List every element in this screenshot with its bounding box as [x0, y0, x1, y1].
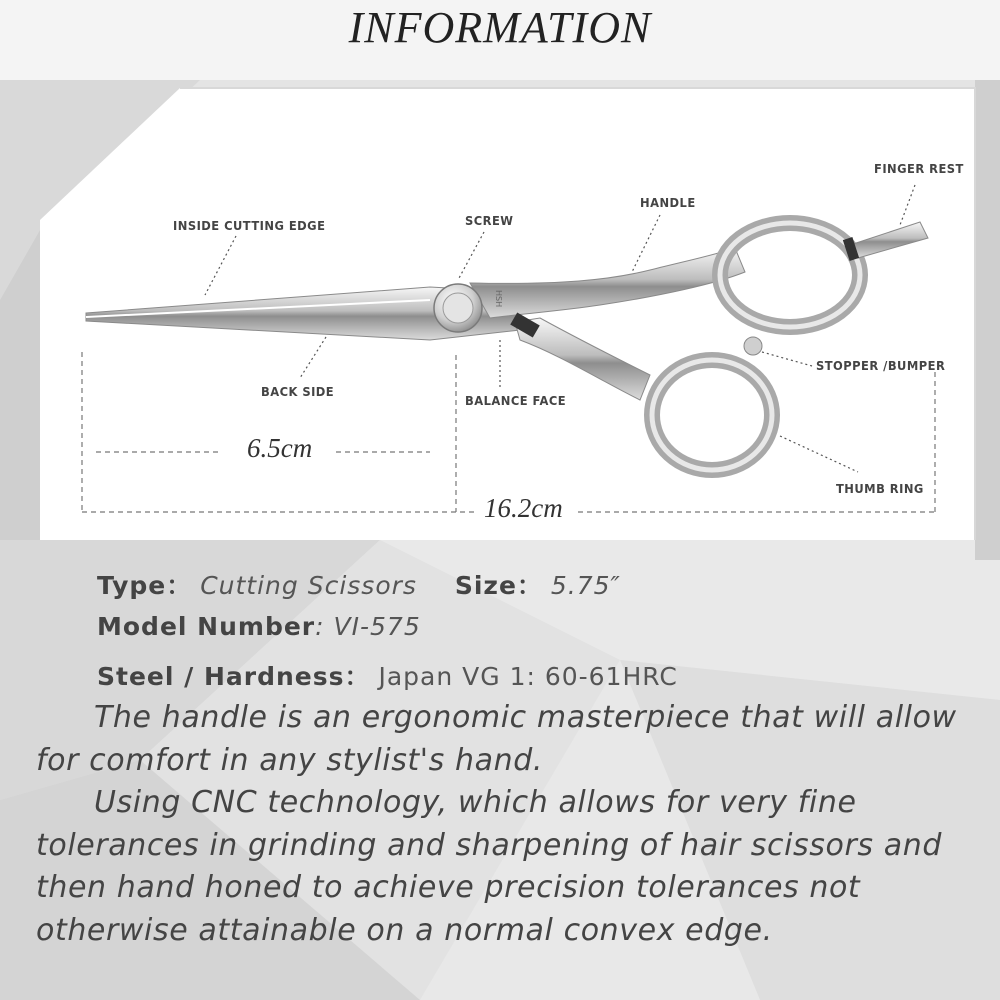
size-label: Size：	[454, 571, 543, 600]
spec-steel-row	[97, 657, 678, 693]
label-inside-cutting-edge: INSIDE CUTTING EDGE	[173, 218, 326, 233]
model-label: Model Number	[97, 612, 316, 641]
steel-label: Steel / Hardness：	[97, 662, 371, 691]
page-title: INFORMATION	[348, 3, 652, 52]
label-stopper-bumper: STOPPER /BUMPER	[816, 358, 946, 373]
label-finger-rest: FINGER REST	[874, 161, 964, 176]
label-handle: HANDLE	[640, 195, 696, 210]
spec-type-size-row	[97, 566, 621, 602]
label-back-side: BACK SIDE	[261, 384, 335, 399]
description-paragraph-2: Using CNC technology, which allows for very fine tolerances in grinding and sharpening of hair scissors and then hand honed to achieve precision tolerances not otherwise attainable on a normal convex edge.	[36, 785, 942, 948]
size-value: 5.75″	[550, 571, 621, 600]
steel-value: Japan VG 1: 60-61HRC	[378, 662, 678, 691]
blade-length-dimension: 6.5cm	[247, 433, 313, 463]
spec-model-row	[97, 612, 421, 641]
total-length-dimension: 16.2cm	[484, 493, 563, 523]
description-paragraph-1: The handle is an ergonomic masterpiece that will allow for comfort in any stylist's hand.	[36, 700, 957, 778]
model-value: : VI-575	[315, 612, 421, 641]
type-label: Type：	[97, 571, 193, 600]
brand-mark: HSH	[494, 290, 503, 308]
label-screw: SCREW	[465, 213, 514, 228]
type-value: Cutting Scissors	[200, 571, 417, 600]
label-thumb-ring: THUMB RING	[836, 481, 924, 496]
product-description	[36, 697, 976, 952]
stopper-bumper	[744, 337, 762, 355]
label-balance-face: BALANCE FACE	[465, 393, 567, 408]
